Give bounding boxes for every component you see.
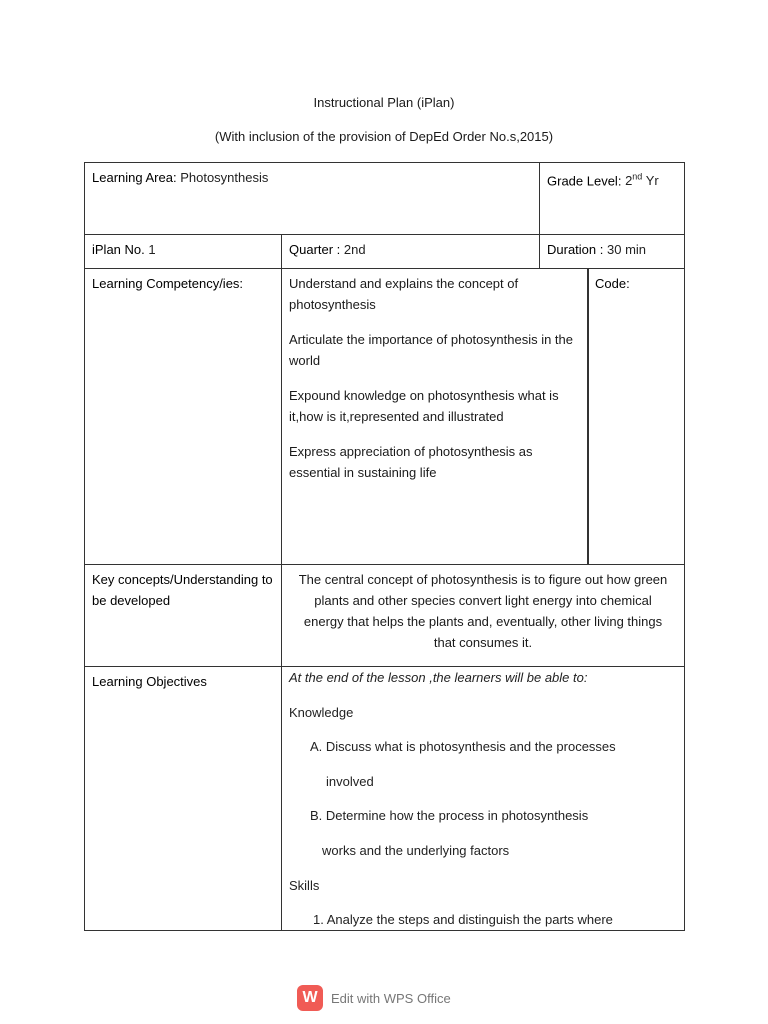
quarter-label: Quarter : — [289, 242, 341, 257]
objectives-label-cell — [84, 666, 282, 931]
objectives-label: Learning Objectives — [92, 674, 207, 689]
competency-item: Expound knowledge on photosynthesis what is it,how is it,represented and illustrated — [289, 388, 559, 424]
knowledge-heading: Knowledge — [289, 705, 354, 720]
key-concepts-text: The central concept of photosynthesis is to figure out how green plants and other species convert light energy into chemical energy that helps the plants and, eventually, other living things that consumes it. — [298, 572, 668, 650]
wps-logo-icon: W — [297, 985, 323, 1011]
objective-b-line1: B. Determine how the process in photosynthesis — [310, 808, 589, 823]
competency-item: Understand and explains the concept of photosynthesis — [289, 276, 519, 312]
key-concepts-label: Key concepts/Understanding to be developed — [92, 572, 273, 608]
objectives-intro: At the end of the lesson ,the learners will be able to: — [289, 670, 588, 685]
quarter-value: 2nd — [343, 242, 366, 257]
wps-edit-label: Edit with WPS Office — [331, 990, 451, 1006]
code-label: Code: — [595, 276, 630, 291]
competency-label-cell — [84, 268, 282, 565]
iplan-no-value: 1 — [148, 242, 156, 257]
page-subtitle: (With inclusion of the provision of DepEd Order No.s,2015) — [214, 129, 554, 144]
key-concepts-label-cell — [84, 564, 282, 667]
grade-level-cell — [539, 162, 685, 235]
key-concepts-text-cell — [281, 564, 685, 667]
skills-heading: Skills — [289, 878, 320, 893]
iplan-no-label: iPlan No. — [92, 242, 145, 257]
quarter-cell — [281, 234, 540, 269]
objectives-content-cell — [281, 666, 685, 931]
grade-level-value: 2nd Yr — [625, 172, 659, 189]
page-title: Instructional Plan (iPlan) — [313, 95, 455, 110]
objective-a-line2: involved — [326, 774, 374, 789]
learning-area-label: Learning Area: — [92, 170, 177, 185]
duration-label: Duration : — [547, 242, 604, 257]
competency-list-cell — [281, 268, 589, 565]
objective-a-line1: A. Discuss what is photosynthesis and the processes — [310, 739, 616, 754]
objective-b-line2: works and the underlying factors — [322, 843, 510, 858]
competency-item: Articulate the importance of photosynthesis in the world — [289, 332, 573, 368]
learning-area-cell — [84, 162, 540, 235]
duration-value: 30 min — [607, 242, 647, 257]
competency-label: Learning Competency/ies: — [92, 276, 244, 291]
wps-edit-link[interactable] — [297, 985, 451, 1011]
skill-item: 1. Analyze the steps and distinguish the parts where — [313, 912, 613, 927]
competency-item: Express appreciation of photosynthesis as essential in sustaining life — [289, 444, 533, 480]
code-cell — [587, 268, 685, 565]
iplan-no-cell — [84, 234, 282, 269]
learning-area-value: Photosynthesis — [180, 170, 269, 185]
duration-cell — [539, 234, 685, 269]
grade-level-label: Grade Level: — [547, 173, 622, 189]
